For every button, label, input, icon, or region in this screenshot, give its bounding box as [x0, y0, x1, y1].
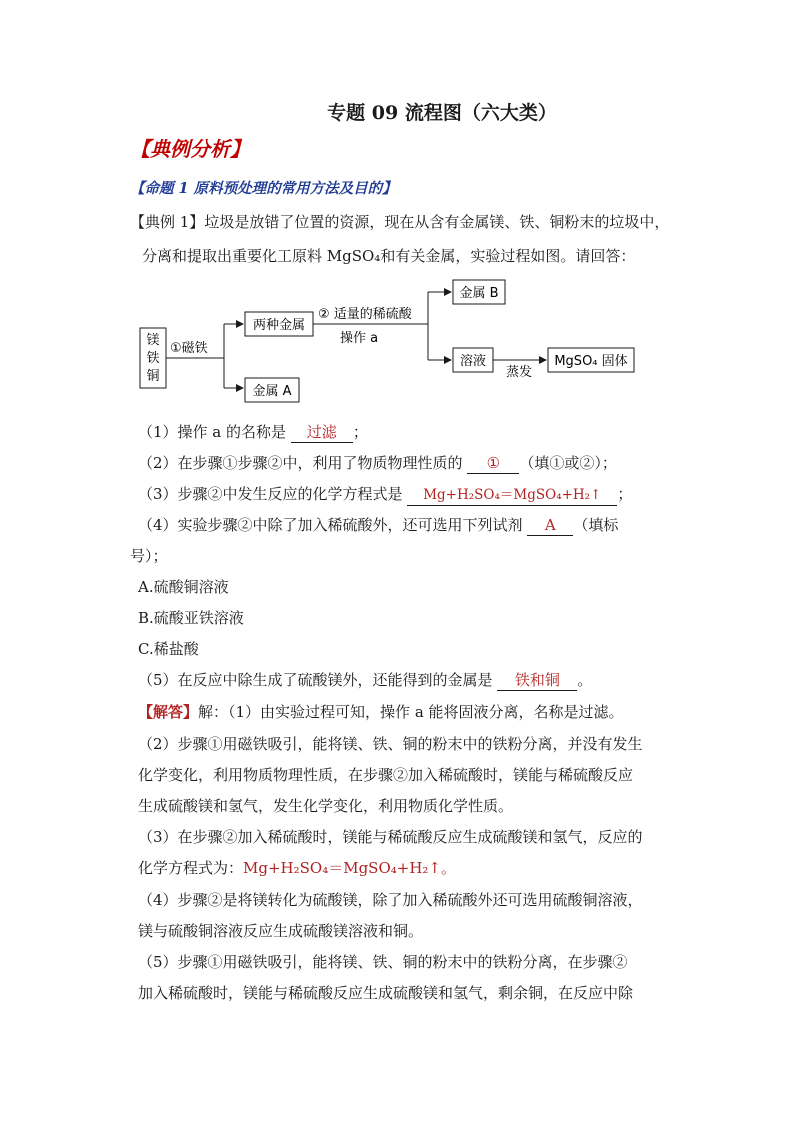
solution-text-7: （4）步骤②是将镁转化为硫酸镁，除了加入稀硫酸外还可选用硫酸铜溶液，	[138, 891, 643, 909]
section-heading: 【典例分析】	[130, 137, 250, 161]
q4-answer: A	[527, 515, 573, 536]
q2-text: （2）在步骤①步骤②中，利用了物质物理性质的	[138, 454, 463, 472]
q5-answer: 铁和铜	[497, 670, 577, 691]
product-label: MgSO₄ 固体	[554, 354, 628, 369]
start-cu: 铜	[146, 369, 160, 384]
metal-b-label: 金属 B	[459, 286, 499, 301]
question-4	[138, 515, 678, 536]
example-line-1	[130, 212, 670, 232]
q4-line-2: 号）；	[130, 547, 168, 565]
question-1	[138, 422, 678, 443]
topic-heading: 【命题 1 原料预处理的常用方法及目的】	[130, 180, 397, 197]
example-text-2: 分离和提取出重要化工原料 MgSO₄和有关金属，实验过程如图。请回答：	[142, 247, 636, 265]
solution-label: 【解答】	[138, 703, 199, 721]
solution-text-9: （5）步骤①用磁铁吸引，能将镁、铁、铜的粉末中的铁粉分离，在步骤②	[138, 953, 628, 971]
q3-tail: ；	[617, 485, 633, 503]
solution-text-10: 加入稀硫酸时，镁能与稀硫酸反应生成硫酸镁和氢气，剩余铜，在反应中除	[138, 984, 634, 1002]
op-a-label: 操作 a	[340, 331, 379, 346]
q1-text: （1）操作 a 的名称是	[138, 423, 287, 441]
question-2	[138, 453, 678, 474]
q3-text: （3）步骤②中发生反应的化学方程式是	[138, 485, 403, 503]
q1-answer: 过滤	[291, 422, 353, 443]
flow-diagram-svg	[130, 276, 670, 416]
solution-text-6: 化学方程式为：	[138, 859, 244, 877]
option-a: A.硫酸铜溶液	[138, 578, 229, 596]
solution-text-3: 化学变化，利用物质物理性质，在步骤②加入稀硫酸时，镁能与稀硫酸反应	[138, 766, 634, 784]
question-3	[138, 484, 678, 506]
two-metals-label: 两种金属	[252, 318, 306, 333]
solution-text-5: （3）在步骤②加入稀硫酸时，镁能与稀硫酸反应生成硫酸镁和氢气，反应的	[138, 828, 643, 846]
solution-text-8: 镁与硫酸铜溶液反应生成硫酸镁溶液和铜。	[138, 922, 424, 940]
q1-tail: ；	[352, 423, 368, 441]
solution-text-1: 解：（1）由实验过程可知，操作 a 能将固液分离，名称是过滤。	[198, 703, 624, 721]
solution-text-2: （2）步骤①用磁铁吸引，能将镁、铁、铜的粉末中的铁粉分离，并没有发生	[138, 735, 643, 753]
q4-text: （4）实验步骤②中除了加入稀硫酸外，还可选用下列试剂	[138, 516, 523, 534]
solution-equation: Mg+H₂SO₄＝MgSO₄+H₂↑。	[243, 859, 457, 877]
solution-line-1	[138, 702, 678, 722]
metal-a-label: 金属 A	[252, 384, 292, 399]
q3-answer: Mg+H₂SO₄＝MgSO₄+H₂↑	[407, 485, 617, 506]
q2-answer: ①	[467, 453, 519, 474]
flow-diagram	[130, 276, 670, 416]
step2-label: ② 适量的稀硫酸	[318, 307, 412, 322]
q4-tail: （填标	[573, 516, 619, 534]
start-fe: 铁	[146, 351, 160, 366]
q5-tail: 。	[577, 671, 593, 689]
page-title: 专题 09 流程图（六大类）	[327, 102, 557, 124]
step1-label: ①磁铁	[170, 341, 208, 356]
example-text-1: 垃圾是放错了位置的资源，现在从含有金属镁、铁、铜粉末的垃圾中，	[204, 213, 670, 231]
option-c: C.稀盐酸	[138, 640, 199, 658]
start-mg: 镁	[146, 333, 160, 348]
evaporate-label: 蒸发	[506, 365, 533, 380]
q5-text: （5）在反应中除生成了硫酸镁外，还能得到的金属是	[138, 671, 493, 689]
option-b: B.硫酸亚铁溶液	[138, 609, 244, 627]
q2-tail: （填①或②）；	[519, 454, 617, 472]
example-label: 【典例 1】	[130, 213, 205, 231]
question-5	[138, 670, 678, 691]
solution-line-6	[138, 858, 678, 878]
solution-text-4: 生成硫酸镁和氢气，发生化学变化，利用物质化学性质。	[138, 797, 514, 815]
solution-label: 溶液	[459, 354, 487, 369]
